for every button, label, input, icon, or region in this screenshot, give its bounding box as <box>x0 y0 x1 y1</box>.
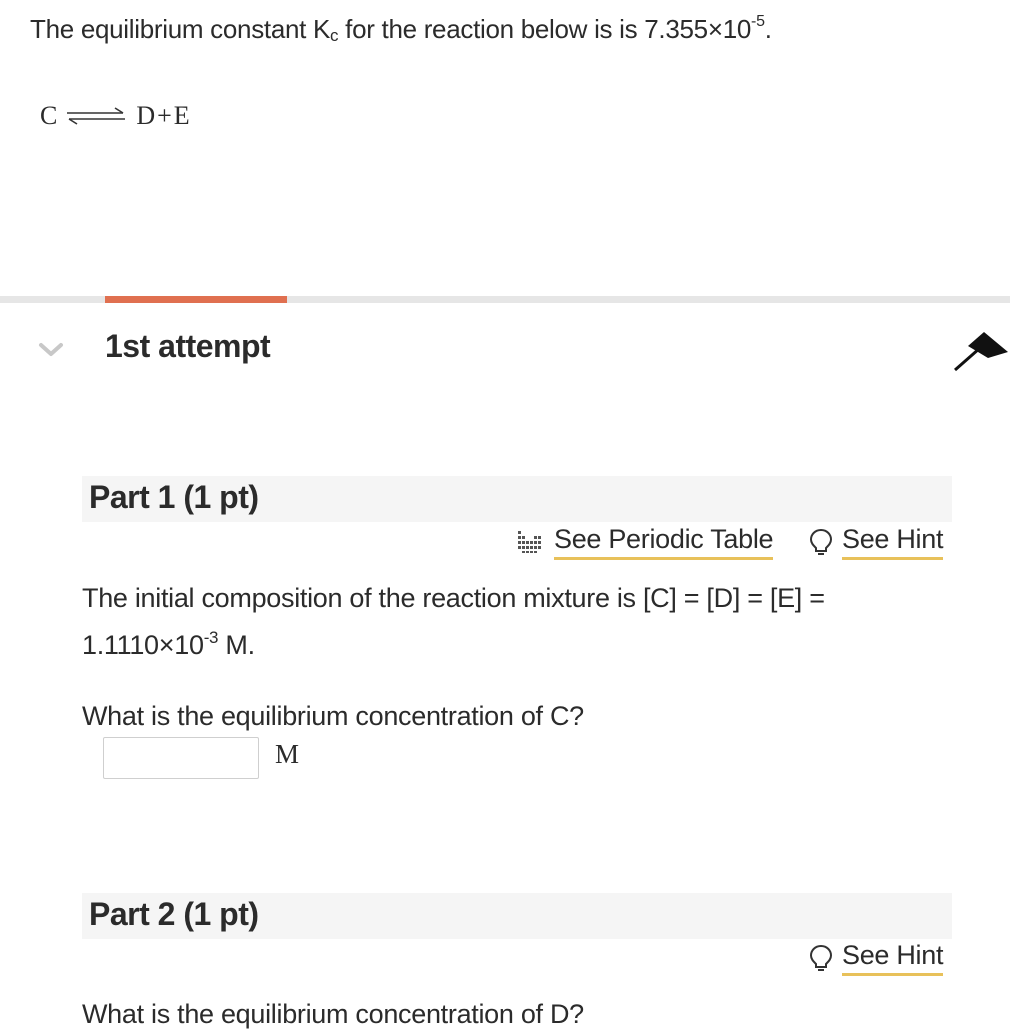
equilibrium-arrow-icon <box>65 105 127 127</box>
periodic-table-icon <box>516 529 546 555</box>
hint-label-part-1[interactable]: See Hint <box>842 524 943 560</box>
chevron-down-icon[interactable] <box>38 341 64 359</box>
question-part-2: What is the equilibrium concentration of D? <box>82 999 584 1029</box>
products <box>135 101 190 131</box>
answer-input-part-1[interactable] <box>103 737 259 779</box>
hint-label-part-2[interactable]: See Hint <box>842 940 943 976</box>
question-statement <box>30 4 772 54</box>
k-subscript: c <box>330 26 339 45</box>
initial-exponent: -3 <box>203 628 219 647</box>
unit-label: M <box>275 739 300 769</box>
plus-sign: + <box>157 101 172 130</box>
initial-value: 1.1110×10 <box>82 630 204 660</box>
arrow-up-right-icon[interactable] <box>950 330 1010 374</box>
question-middle: for the reaction below is is 7.355×10 <box>338 14 752 44</box>
part-2-header <box>82 893 952 939</box>
initial-composition-line-2 <box>82 618 825 665</box>
initial-unit: M. <box>218 630 255 660</box>
question-prefix: The equilibrium constant K <box>30 14 331 44</box>
see-hint-link-part-1[interactable] <box>808 524 943 560</box>
reactant-c: C <box>40 101 58 130</box>
question-part-1: What is the equilibrium concentration of C? <box>82 701 584 731</box>
part-1-title: Part 1 (1 pt) <box>89 479 259 515</box>
initial-composition-line-1: The initial composition of the reaction mixture is [C] = [D] = [E] = <box>82 583 825 613</box>
part-1-header <box>82 476 952 522</box>
periodic-table-label[interactable]: See Periodic Table <box>554 524 773 560</box>
progress-bar <box>0 296 1010 303</box>
lightbulb-icon <box>808 527 834 557</box>
see-periodic-table-link[interactable] <box>516 524 773 560</box>
see-hint-link-part-2[interactable] <box>808 940 943 976</box>
initial-composition-text <box>82 578 825 665</box>
k-exponent: -5 <box>751 13 765 30</box>
product-e: E <box>173 101 190 130</box>
attempt-title[interactable]: 1st attempt <box>105 328 271 364</box>
lightbulb-icon <box>808 943 834 973</box>
question-suffix: . <box>764 14 772 44</box>
product-d: D <box>136 101 156 130</box>
progress-bar-fill <box>105 296 287 303</box>
reaction-equation <box>40 101 191 131</box>
part-2-title: Part 2 (1 pt) <box>89 896 259 932</box>
